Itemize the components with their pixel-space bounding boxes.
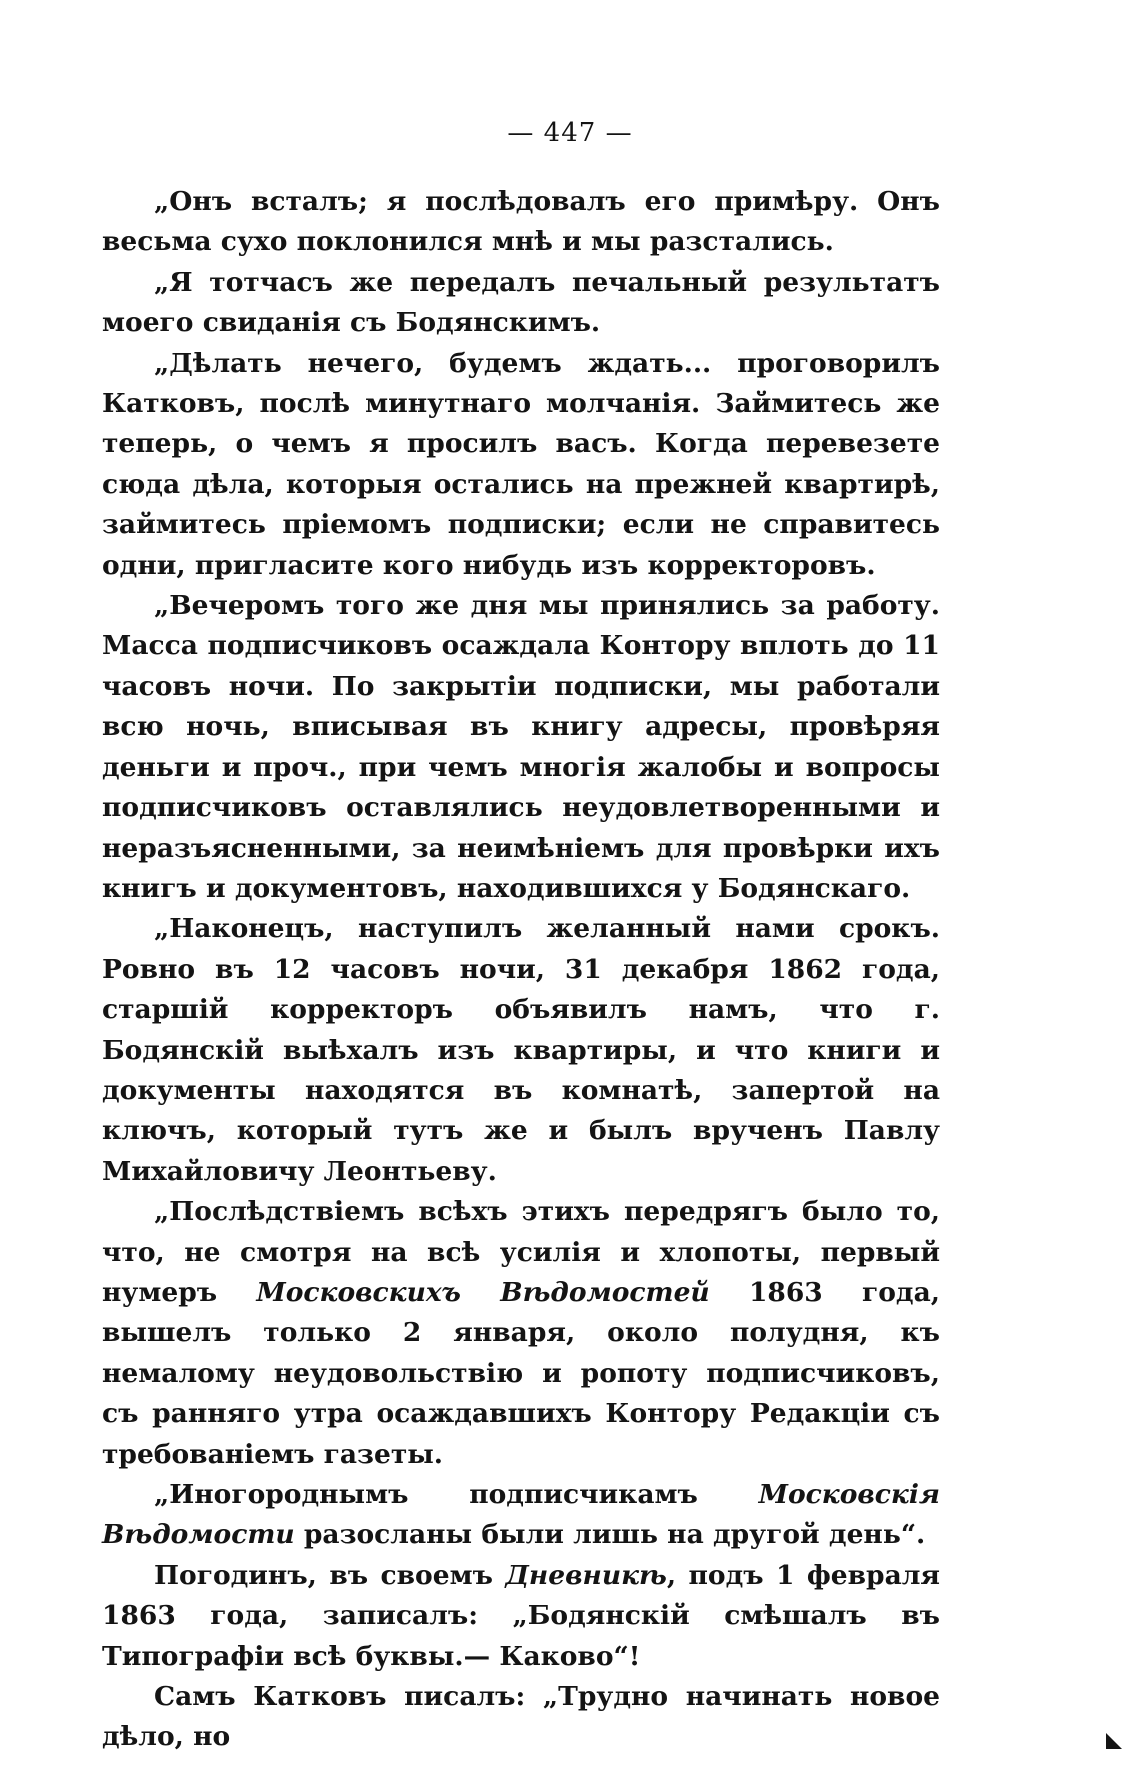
- paragraph-7-end: разосланы были лишь на другой день“.: [294, 1519, 926, 1551]
- paragraph-6: [102, 1192, 940, 1475]
- page-number: — 447 —: [507, 118, 633, 148]
- paragraph-1: „Онъ всталъ; я послѣдовалъ его примѣру. Онъ весьма сухо поклонился мнѣ и мы разстались.: [102, 186, 940, 258]
- paragraph-7: [102, 1475, 940, 1556]
- paragraph-2: „Я тотчасъ же передалъ печальный результатъ моего свиданія съ Бодянскимъ.: [102, 266, 940, 339]
- newspaper-title: Московскія Вѣдомости: [102, 1479, 940, 1551]
- paragraph-8: [102, 1556, 940, 1677]
- paragraph-6-start: „Послѣдствіемъ всѣхъ этихъ передрягъ было то, что, не смотря на всѣ усилія и хлопоты, первый нумеръ: [102, 1196, 940, 1308]
- body-text: [102, 182, 940, 1758]
- page-corner-mark: [1106, 1733, 1122, 1749]
- paragraph-9: Самъ Катковъ писалъ: „Трудно начинать новое дѣло, но: [102, 1681, 940, 1753]
- paragraph-6-end: 1863 года, вышелъ только 2 января, около полудня, къ немалому неудовольствію и ропоту подписчиковъ, съ ранняго утра осаждавшихъ Контору Редакціи съ требованіемъ газеты.: [102, 1276, 940, 1470]
- paragraph-7-start: „Иногороднымъ подписчикамъ: [154, 1479, 759, 1510]
- paragraph-8-end: , подъ 1 февраля 1863 года, записалъ: „Бодянскій смѣшалъ въ Типографіи всѣ буквы.— Каково“!: [102, 1559, 940, 1672]
- paragraph-8-start: Погодинъ, въ своемъ: [154, 1559, 506, 1591]
- diary-title: Дневникѣ: [505, 1559, 667, 1591]
- paragraph-4: „Вечеромъ того же дня мы принялись за работу. Масса подписчиковъ осаждала Контору вплоть до 11 часовъ ночи. По закрытіи подписки, мы работали всю ночь, вписывая въ книгу адресы, провѣряя деньги и проч., при чемъ многія жалобы и вопросы подписчиковъ оставлялись неудовлетворенными и неразъясненными, за неимѣніемъ для провѣрки ихъ книгъ и документовъ, находившихся у Бодянскаго.: [102, 590, 940, 904]
- paragraph-3: „Дѣлать нечего, будемъ ждать... проговорилъ Катковъ, послѣ минутнаго молчанія. Займитесь же теперь, о чемъ я просилъ васъ. Когда перевезете сюда дѣла, которыя остались на прежней квартирѣ, займитесь пріемомъ подписки; если не справитесь одни, пригласите кого нибудь изъ корректоровъ.: [102, 347, 940, 581]
- paragraph-5: „Наконецъ, наступилъ желанный нами срокъ. Ровно въ 12 часовъ ночи, 31 декабря 1862 года, старшій корректоръ объявилъ намъ, что г. Бодянскій выѣхалъ изъ квартиры, и что книги и документы находятся въ комнатѣ, запертой на ключъ, который тутъ же и былъ врученъ Павлу Михайловичу Леонтьеву.: [102, 913, 940, 1187]
- newspaper-title: Московскихъ Вѣдомостей: [256, 1276, 710, 1308]
